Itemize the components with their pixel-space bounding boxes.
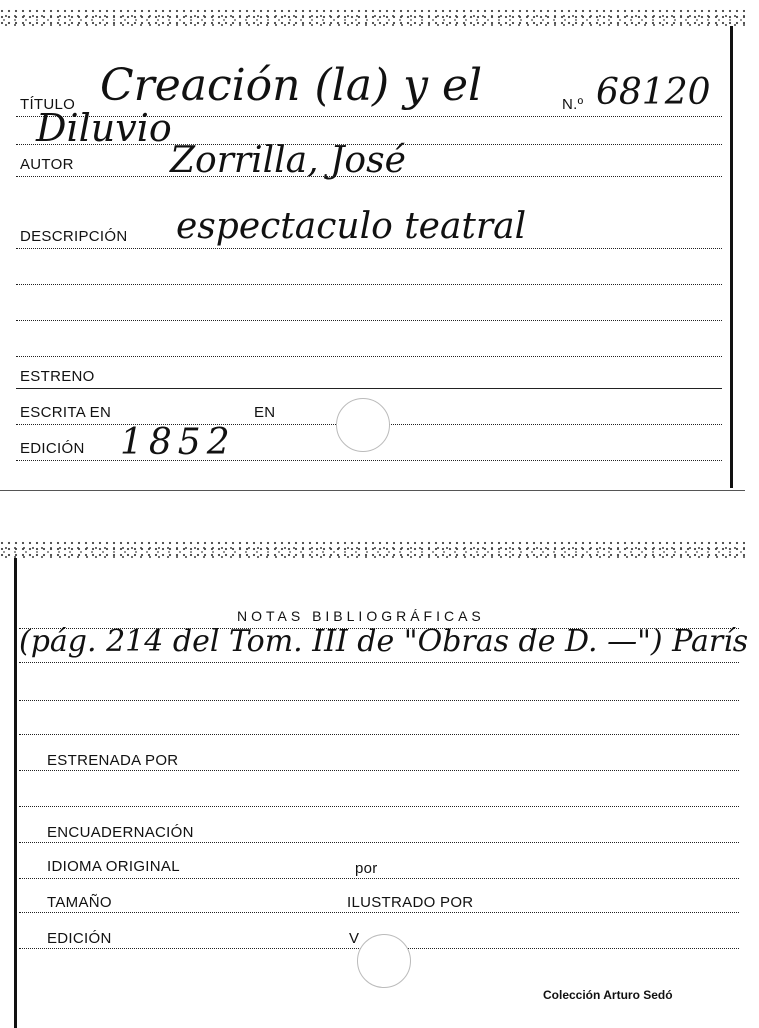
card-edge xyxy=(0,490,745,491)
edicion-value: 1852 xyxy=(120,422,236,463)
notas-rule-1 xyxy=(19,662,739,663)
descripcion-rule-2 xyxy=(16,284,722,285)
encuadernacion-label: ENCUADERNACIÓN xyxy=(47,824,194,841)
descripcion-value: espectaculo teatral xyxy=(176,206,527,247)
tamano-rule xyxy=(19,912,739,913)
notas-rule-2 xyxy=(19,700,739,701)
card-front-body xyxy=(0,26,733,488)
catalog-card-front xyxy=(0,8,745,490)
collection-footer: Colección Arturo Sedó xyxy=(543,988,673,1002)
estreno-label: ESTRENO xyxy=(20,368,95,385)
descripcion-rule-4 xyxy=(16,356,722,357)
estrenada-por-rule xyxy=(19,770,739,771)
tamano-label: TAMAÑO xyxy=(47,894,112,911)
punch-hole xyxy=(357,934,411,988)
idioma-original-rule xyxy=(19,878,739,879)
por-label: por xyxy=(355,860,378,877)
estrenada-por-label: ESTRENADA POR xyxy=(47,752,179,769)
titulo-label: TÍTULO xyxy=(20,96,76,113)
notas-rule-3 xyxy=(19,734,739,735)
edicion-back-label: EDICIÓN xyxy=(47,930,112,947)
numero-label: N.º xyxy=(562,96,584,113)
va-label: V xyxy=(349,930,360,947)
autor-value: Zorrilla, José xyxy=(170,140,406,181)
catalog-card-back xyxy=(0,540,749,1028)
speckled-edge xyxy=(0,540,745,558)
speckled-edge xyxy=(0,8,745,26)
en-label: EN xyxy=(254,404,276,421)
autor-rule xyxy=(16,176,722,177)
descripcion-rule-1 xyxy=(16,248,722,249)
titulo-value-line1: Creación (la) y el xyxy=(100,60,483,111)
idioma-original-label: IDIOMA ORIGINAL xyxy=(47,858,180,875)
estreno-rule xyxy=(16,388,722,389)
card-back-body xyxy=(14,558,748,1028)
estrenada-por-rule-2 xyxy=(19,806,739,807)
descripcion-rule-3 xyxy=(16,320,722,321)
escrita-en-label: ESCRITA EN xyxy=(20,404,112,421)
notas-heading: NOTAS BIBLIOGRÁFICAS xyxy=(237,608,485,624)
punch-hole xyxy=(336,398,390,452)
descripcion-label: DESCRIPCIÓN xyxy=(20,228,128,245)
notas-value: (pág. 214 del Tom. III de "Obras de D. —") París xyxy=(19,624,749,659)
edicion-label: EDICIÓN xyxy=(20,440,85,457)
titulo-value-line2: Diluvio xyxy=(36,106,172,150)
autor-label: AUTOR xyxy=(20,156,74,173)
numero-value: 68120 xyxy=(596,72,711,113)
ilustrado-por-label: ILUSTRADO POR xyxy=(347,894,474,911)
edicion-rule xyxy=(16,460,722,461)
encuadernacion-rule xyxy=(19,842,739,843)
